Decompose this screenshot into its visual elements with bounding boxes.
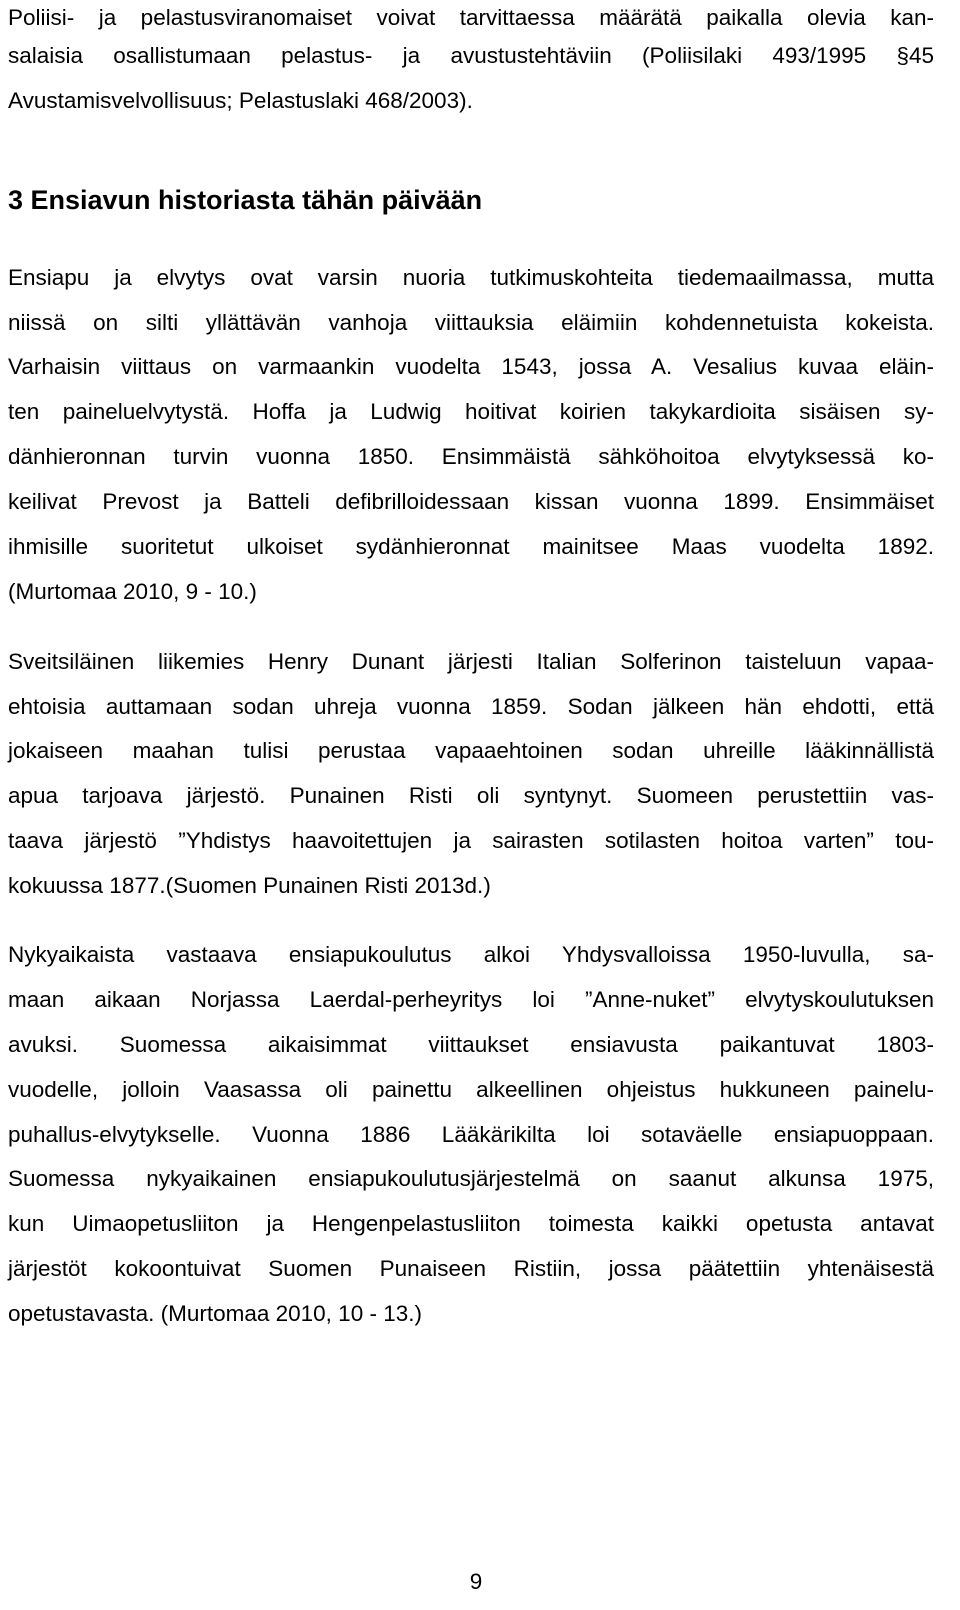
paragraph-line: järjestöt kokoontuivat Suomen Punaiseen Ristiin, jossa päätettiin yhtenäisestä (8, 1256, 934, 1281)
paragraph-line: Varhaisin viittaus on varmaankin vuodelta 1543, jossa A. Vesalius kuvaa eläin- (8, 354, 934, 379)
document-page (8, 0, 934, 1610)
paragraph-line: ehtoisia auttamaan sodan uhreja vuonna 1859. Sodan jälkeen hän ehdotti, että (8, 694, 934, 719)
paragraph-line: (Murtomaa 2010, 9 - 10.) (8, 579, 257, 604)
paragraph-line: vuodelle, jolloin Vaasassa oli painettu alkeellinen ohjeistus hukkuneen painelu- (8, 1077, 934, 1102)
paragraph-line: niissä on silti yllättävän vanhoja viittauksia eläimiin kohdennetuista kokeista. (8, 310, 934, 335)
paragraph-line: kun Uimaopetusliiton ja Hengenpelastusliiton toimesta kaikki opetusta antavat (8, 1211, 934, 1236)
section-heading: 3 Ensiavun historiasta tähän päivään (8, 185, 483, 215)
paragraph-line: avuksi. Suomessa aikaisimmat viittaukset ensiavusta paikantuvat 1803- (8, 1032, 934, 1057)
paragraph-line: dänhieronnan turvin vuonna 1850. Ensimmäistä sähköhoitoa elvytyksessä ko- (8, 444, 934, 469)
paragraph-line: Sveitsiläinen liikemies Henry Dunant järjesti Italian Solferinon taisteluun vapaa- (8, 649, 934, 674)
paragraph-line: Ensiapu ja elvytys ovat varsin nuoria tutkimuskohteita tiedemaailmassa, mutta (8, 265, 934, 290)
paragraph-line: Suomessa nykyaikainen ensiapukoulutusjärjestelmä on saanut alkunsa 1975, (8, 1166, 934, 1191)
paragraph-line: salaisia osallistumaan pelastus- ja avustustehtäviin (Poliisilaki 493/1995 §45 (8, 43, 934, 68)
paragraph-line: opetustavasta. (Murtomaa 2010, 10 - 13.) (8, 1301, 422, 1326)
paragraph-line: Avustamisvelvollisuus; Pelastuslaki 468/2003). (8, 88, 473, 113)
paragraph-line: maan aikaan Norjassa Laerdal-perheyritys loi ”Anne-nuket” elvytyskoulutuksen (8, 987, 934, 1012)
paragraph-line: Poliisi- ja pelastusviranomaiset voivat tarvittaessa määrätä paikalla olevia kan- (8, 5, 934, 30)
page-number: 9 (469, 1569, 483, 1594)
paragraph-line: kokuussa 1877.(Suomen Punainen Risti 2013d.) (8, 873, 491, 898)
paragraph-line: apua tarjoava järjestö. Punainen Risti oli syntynyt. Suomeen perustettiin vas- (8, 783, 934, 808)
paragraph-line: Nykyaikaista vastaava ensiapukoulutus alkoi Yhdysvalloissa 1950-luvulla, sa- (8, 942, 934, 967)
paragraph-line: taava järjestö ”Yhdistys haavoitettujen ja sairasten sotilasten hoitoa varten” tou- (8, 828, 934, 853)
paragraph-line: ihmisille suoritetut ulkoiset sydänhieronnat mainitsee Maas vuodelta 1892. (8, 534, 934, 559)
paragraph-line: ten paineluelvytystä. Hoffa ja Ludwig hoitivat koirien takykardioita sisäisen sy- (8, 399, 934, 424)
paragraph-line: puhallus-elvytykselle. Vuonna 1886 Lääkärikilta loi sotaväelle ensiapuoppaan. (8, 1122, 934, 1147)
paragraph-line: keilivat Prevost ja Batteli defibrilloidessaan kissan vuonna 1899. Ensimmäiset (8, 489, 934, 514)
paragraph-line: jokaiseen maahan tulisi perustaa vapaaehtoinen sodan uhreille lääkinnällistä (8, 738, 934, 763)
